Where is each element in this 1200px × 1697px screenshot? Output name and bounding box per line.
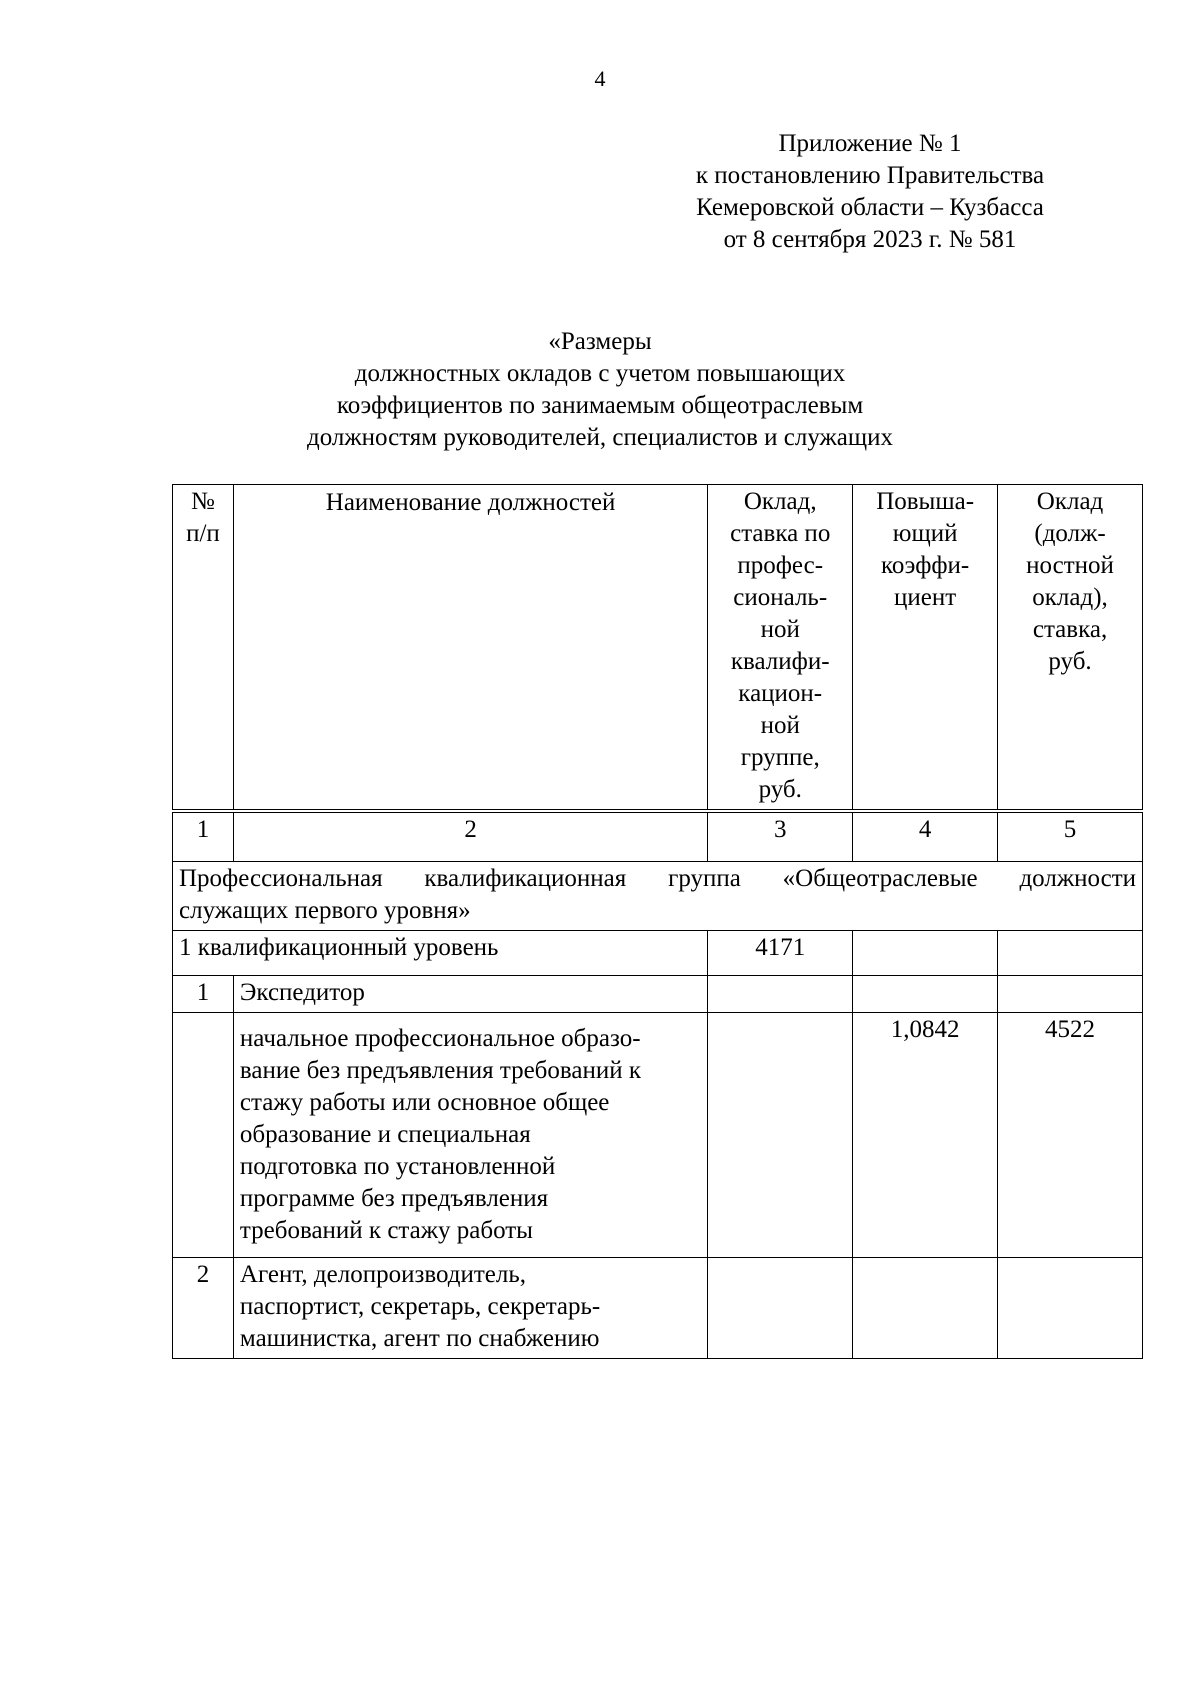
- salary-table: [172, 484, 1143, 1359]
- row-number: 2: [173, 1258, 234, 1359]
- position-name-line: паспортист, секретарь, секретарь-: [239, 1293, 601, 1320]
- requirements-line: вание без предъявления требований к: [239, 1057, 642, 1084]
- table-row: [173, 976, 1143, 1013]
- header-line: профес-: [737, 552, 824, 579]
- empty-cell: [998, 1258, 1143, 1359]
- column-number: 5: [998, 811, 1143, 862]
- position-name: Экспедитор: [233, 976, 707, 1013]
- group-title-line: Профессиональная квалификационная группа «Общеотраслевые должности: [179, 865, 1136, 892]
- header-line: группе,: [740, 744, 820, 771]
- qualification-group-row: [173, 862, 1143, 931]
- header-line: ностной: [1026, 552, 1114, 579]
- qualification-level-label: 1 квалификационный уровень: [173, 931, 708, 976]
- appendix-line: Приложение № 1: [778, 130, 962, 157]
- header-line: оклад),: [1032, 584, 1108, 611]
- appendix-line: к постановлению Правительства: [695, 162, 1045, 189]
- position-name: [233, 1258, 707, 1359]
- group-title-line: служащих первого уровня»: [179, 897, 471, 924]
- header-line: (долж-: [1034, 520, 1106, 547]
- column-number: 1: [173, 811, 234, 862]
- header-line: руб.: [758, 776, 802, 803]
- final-salary: 4522: [998, 1013, 1143, 1258]
- requirements-line: подготовка по установленной: [239, 1153, 556, 1180]
- requirements-line: требований к стажу работы: [239, 1217, 533, 1244]
- table-row: [173, 1258, 1143, 1359]
- column-number: 2: [233, 811, 707, 862]
- header-line: ставка по: [730, 520, 831, 547]
- empty-cell: [853, 931, 998, 976]
- qualification-level-row: [173, 931, 1143, 976]
- raising-coefficient: 1,0842: [853, 1013, 998, 1258]
- column-number: 3: [708, 811, 853, 862]
- header-line: ставка,: [1032, 616, 1108, 643]
- header-line: п/п: [186, 520, 220, 547]
- empty-cell: [998, 931, 1143, 976]
- header-position-name: Наименование должностей: [233, 485, 707, 812]
- position-requirements: [233, 1013, 707, 1258]
- position-name-line: машинистка, агент по снабжению: [239, 1325, 600, 1352]
- header-coefficient: [853, 485, 998, 812]
- title-line: должностных окладов с учетом повышающих: [354, 360, 846, 387]
- appendix-line: от 8 сентября 2023 г. № 581: [723, 226, 1017, 253]
- header-line: Повыша-: [876, 488, 975, 515]
- requirements-line: образование и специальная: [239, 1121, 531, 1148]
- title-line: должностям руководителей, специалистов и служащих: [306, 424, 894, 451]
- header-line: Оклад,: [743, 488, 817, 515]
- column-number-row: [173, 811, 1143, 862]
- empty-cell: [998, 976, 1143, 1013]
- empty-cell: [708, 1013, 853, 1258]
- requirements-line: начальное профессиональное образо-: [239, 1025, 641, 1052]
- title-line: коэффициентов по занимаемым общеотраслевым: [336, 392, 864, 419]
- empty-cell: [853, 1258, 998, 1359]
- title-line: «Размеры: [548, 328, 652, 355]
- page-number: 4: [594, 66, 606, 91]
- header-line: ной: [760, 712, 800, 739]
- header-line: квалифи-: [730, 648, 830, 675]
- header-line: ной: [760, 616, 800, 643]
- column-number: 4: [853, 811, 998, 862]
- position-name-line: Агент, делопроизводитель,: [239, 1261, 527, 1288]
- appendix-line: Кемеровской области – Кузбасса: [696, 194, 1044, 221]
- empty-cell: [708, 976, 853, 1013]
- document-title: [0, 326, 1200, 454]
- header-line: коэффи-: [881, 552, 970, 579]
- header-line: Оклад: [1036, 488, 1104, 515]
- table-header-row: [173, 485, 1143, 812]
- header-line: сиональ-: [733, 584, 828, 611]
- appendix-reference: [660, 128, 1080, 256]
- empty-cell: [173, 1013, 234, 1258]
- requirements-line: стажу работы или основное общее: [239, 1089, 610, 1116]
- row-number: 1: [173, 976, 234, 1013]
- header-line: руб.: [1048, 648, 1092, 675]
- header-line: №: [191, 488, 215, 515]
- header-line: кацион-: [738, 680, 823, 707]
- table-row: [173, 1013, 1143, 1258]
- requirements-line: программе без предъявления: [239, 1185, 549, 1212]
- qualification-group-title: [173, 862, 1143, 931]
- empty-cell: [853, 976, 998, 1013]
- qualification-level-base-salary: 4171: [708, 931, 853, 976]
- empty-cell: [708, 1258, 853, 1359]
- header-base-salary: [708, 485, 853, 812]
- header-line: циент: [894, 584, 957, 611]
- header-final-salary: [998, 485, 1143, 812]
- header-line: ющий: [892, 520, 958, 547]
- header-number: [173, 485, 234, 812]
